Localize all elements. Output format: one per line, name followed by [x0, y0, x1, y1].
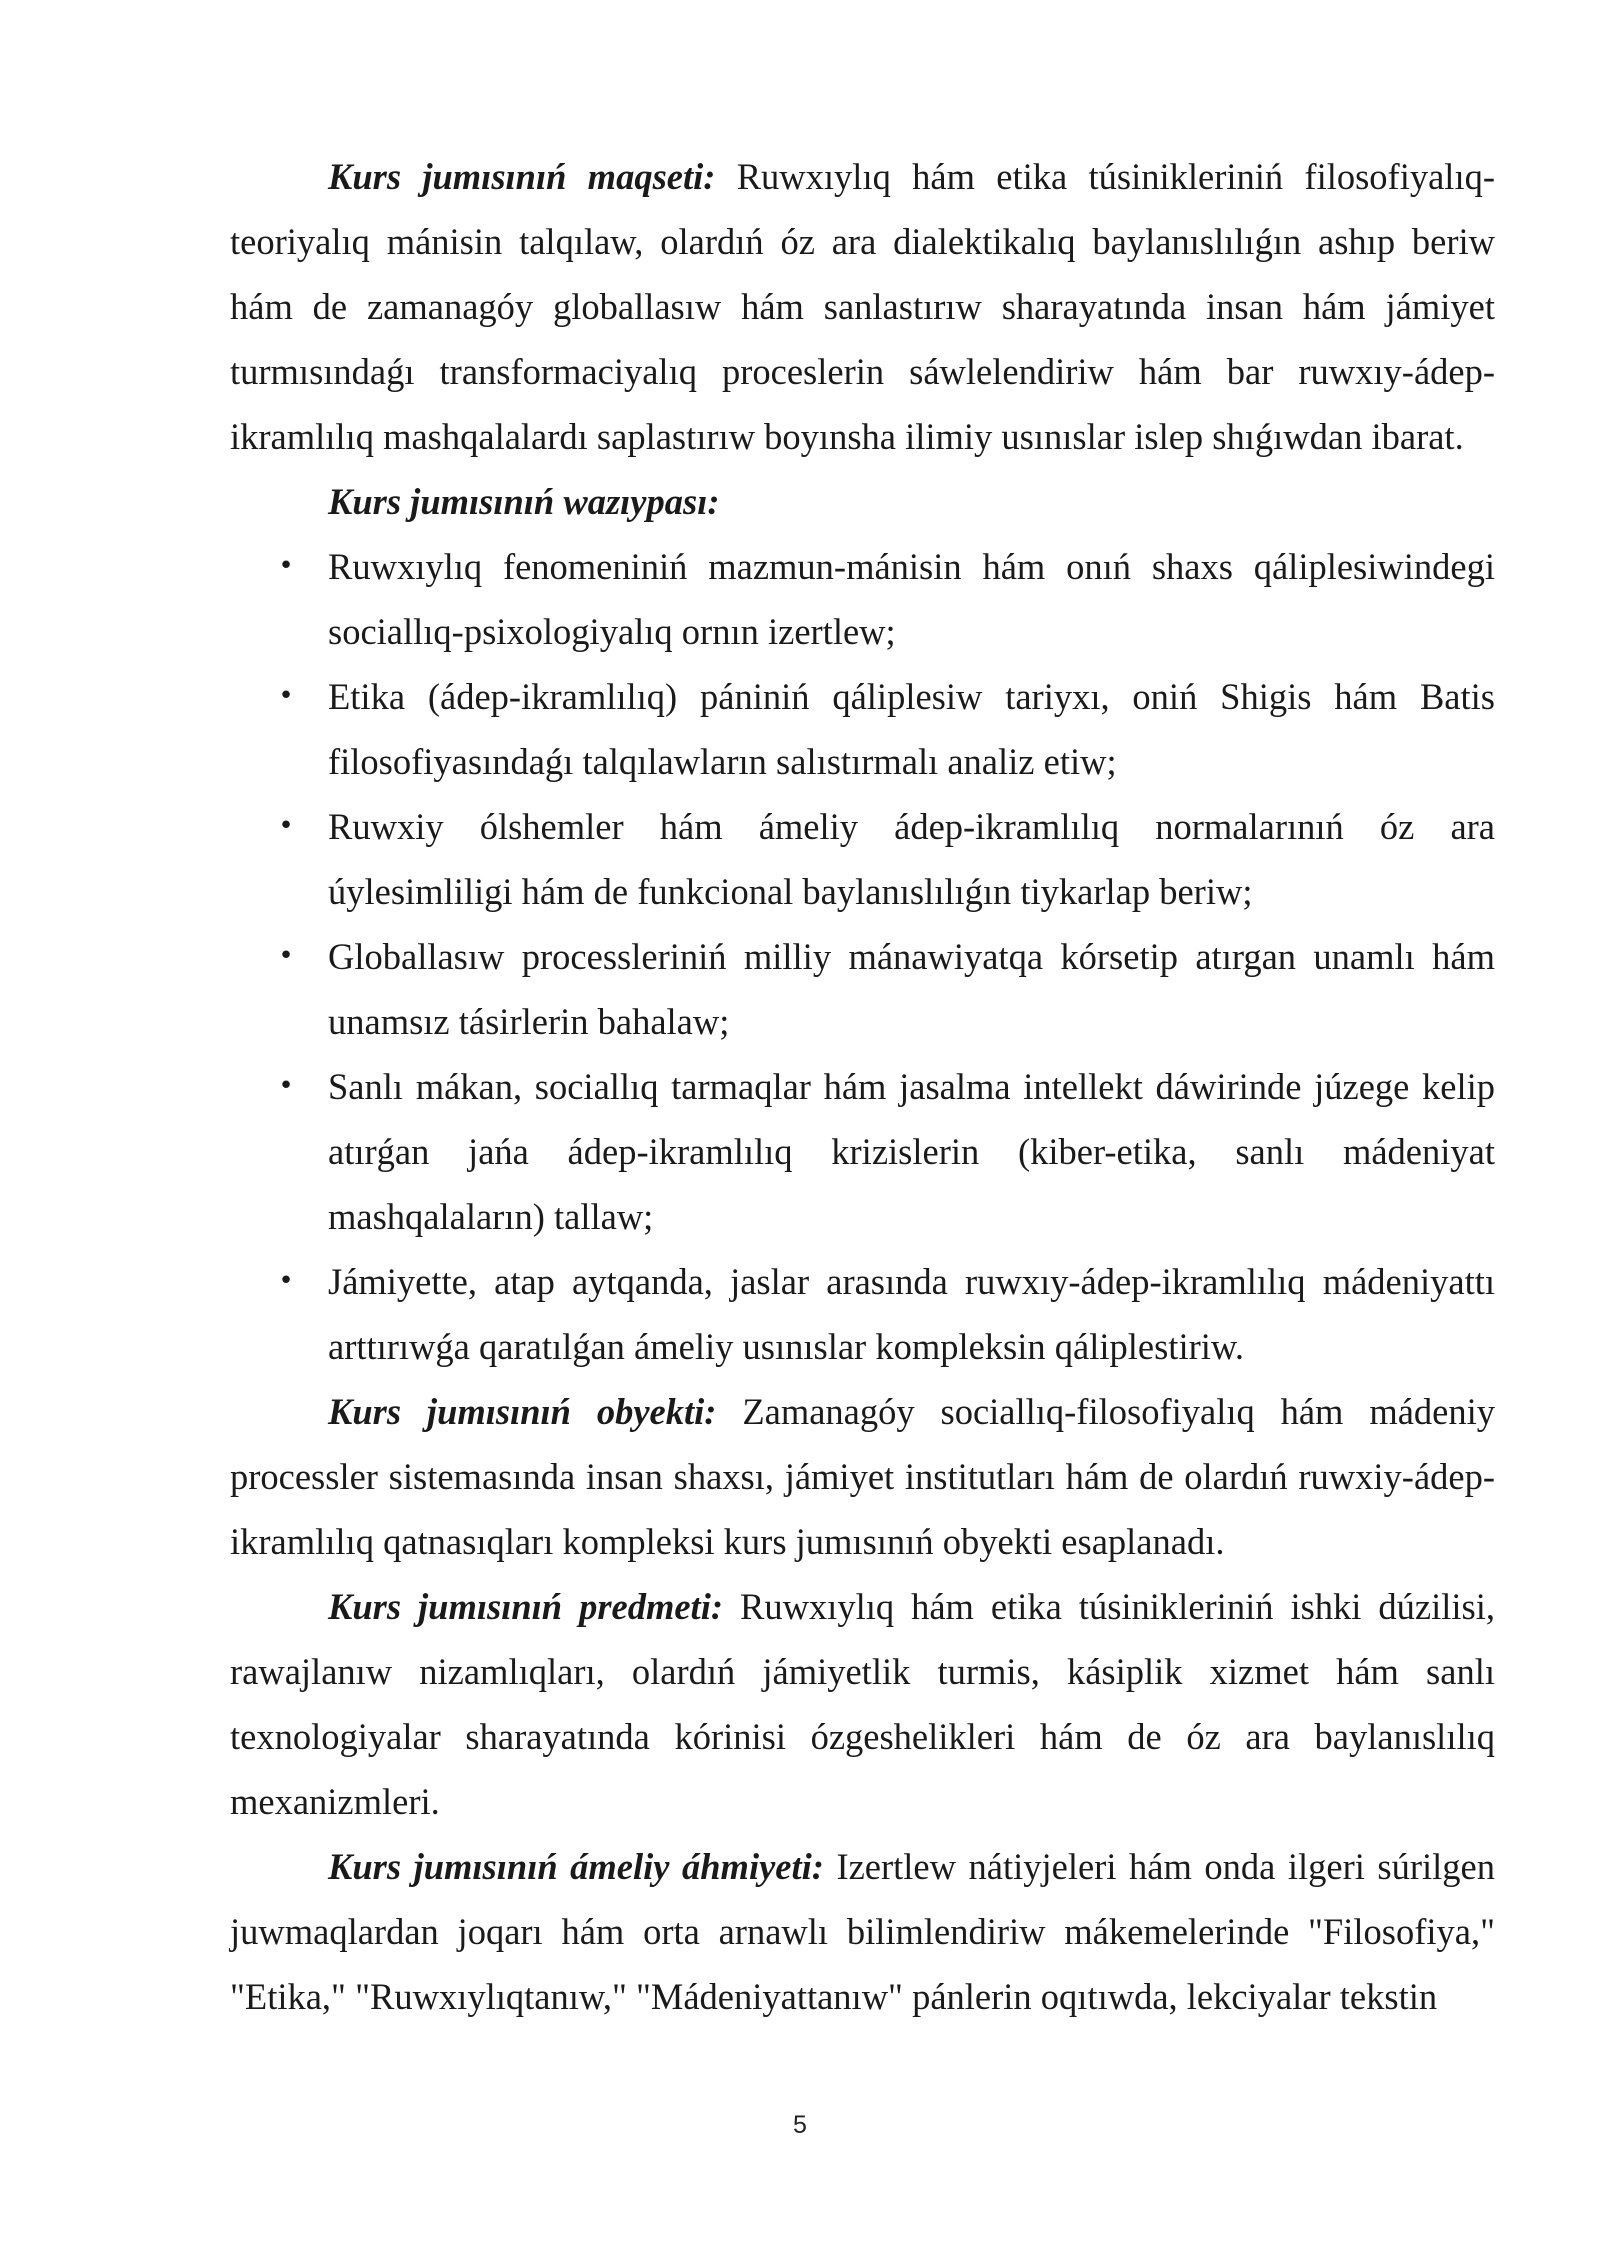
page-number: 5 — [793, 2111, 807, 2139]
list-item-text: Ruwxiy ólshemler hám ámeliy ádep-ikramlılıq normalarınıń óz ara úylesimliligi hám de funkcional baylanıslılıǵın tiykarlap beriw; — [328, 806, 1495, 912]
bullet-icon: • — [278, 811, 294, 841]
practical-significance-label: Kurs jumısınıń ámeliy áhmiyeti: — [328, 1846, 824, 1887]
object-text: Zamanagóy sociallıq-filosofiyalıq hám mádeniy processler sistemasında insan shaxsı, jámiyet institutları hám de olardıń ruwxiy-ádep-ikramlılıq qatnasıqları kompleksi kurs jumısınıń obyekti esaplanadı. — [230, 1391, 1495, 1562]
bullet-icon: • — [278, 551, 294, 581]
bullet-icon: • — [278, 1071, 294, 1101]
list-item-text: Etika (ádep-ikramlılıq) pániniń qáliplesiw tariyxı, oniń Shigis hám Batis filosofiyasındaǵı talqılawların salıstırmalı analiz etiw; — [328, 676, 1495, 782]
list-item-text: Ruwxıylıq fenomeniniń mazmun-mánisin hám onıń shaxs qáliplesiwindegi sociallıq-psixologiyalıq ornın izertlew; — [328, 546, 1495, 652]
paragraph-subject — [230, 1574, 1495, 1834]
goal-text: Ruwxıylıq hám etika túsinikleriniń filosofiyalıq-teoriyalıq mánisin talqılaw, olardıń óz ara dialektikalıq baylanıslılıǵın ashıp beriw hám de zamanagóy globallasıw hám sanlastırıw sharayatında insan hám jámiyet turmısındaǵı transformaciyalıq proceslerin sáwlelendiriw hám bar ruwxıy-ádep-ikramlılıq mashqalalardı saplastırıw boyınsha ilimiy usınıslar islep shıǵıwdan ibarat. — [230, 156, 1495, 457]
page-content — [230, 144, 1495, 2029]
goal-label: Kurs jumısınıń maqseti: — [328, 156, 716, 197]
bullet-icon: • — [278, 941, 294, 971]
list-item — [230, 924, 1495, 1054]
list-item — [230, 534, 1495, 664]
subject-label: Kurs jumısınıń predmeti: — [328, 1586, 723, 1627]
bullet-icon: • — [278, 1266, 294, 1296]
paragraph-practical-significance — [230, 1834, 1495, 2029]
bullet-icon: • — [278, 681, 294, 711]
object-label: Kurs jumısınıń obyekti: — [328, 1391, 717, 1432]
tasks-heading — [230, 469, 1495, 534]
list-item-text: Sanlı mákan, sociallıq tarmaqlar hám jasalma intellekt dáwirinde júzege kelip atırǵan jańa ádep-ikramlılıq krizislerin (kiber-etika, sanlı mádeniyat mashqalaların) tallaw; — [328, 1066, 1495, 1237]
list-item-text: Globallasıw processleriniń milliy mánawiyatqa kórsetip atırgan unamlı hám unamsız tásirlerin bahalaw; — [328, 936, 1495, 1042]
list-item — [230, 1249, 1495, 1379]
practical-significance-text: Izertlew nátiyjeleri hám onda ilgeri súrilgen juwmaqlardan joqarı hám orta arnawlı bilimlendiriw mákemelerinde "Filosofiya," "Etika," "Ruwxıylıqtanıw," "Mádeniyattanıw" pánlerin oqıtıwda, lekciyalar tekstin — [230, 1846, 1495, 2017]
paragraph-goal — [230, 144, 1495, 469]
subject-text: Ruwxıylıq hám etika túsinikleriniń ishki dúzilisi, rawajlanıw nizamlıqları, olardıń jámiyetlik turmis, kásiplik xizmet hám sanlı texnologiyalar sharayatında kórinisi ózgeshelikleri hám de óz ara baylanıslılıq mexanizmleri. — [230, 1586, 1495, 1822]
list-item-text: Jámiyette, atap aytqanda, jaslar arasında ruwxıy-ádep-ikramlılıq mádeniyattı arttırıwǵa qaratılǵan ámeliy usınıslar kompleksin qáliplestiriw. — [328, 1261, 1495, 1367]
list-item — [230, 664, 1495, 794]
paragraph-object — [230, 1379, 1495, 1574]
list-item — [230, 1054, 1495, 1249]
tasks-list — [230, 534, 1495, 1379]
tasks-label: Kurs jumısınıń wazıypası: — [328, 481, 720, 522]
list-item — [230, 794, 1495, 924]
